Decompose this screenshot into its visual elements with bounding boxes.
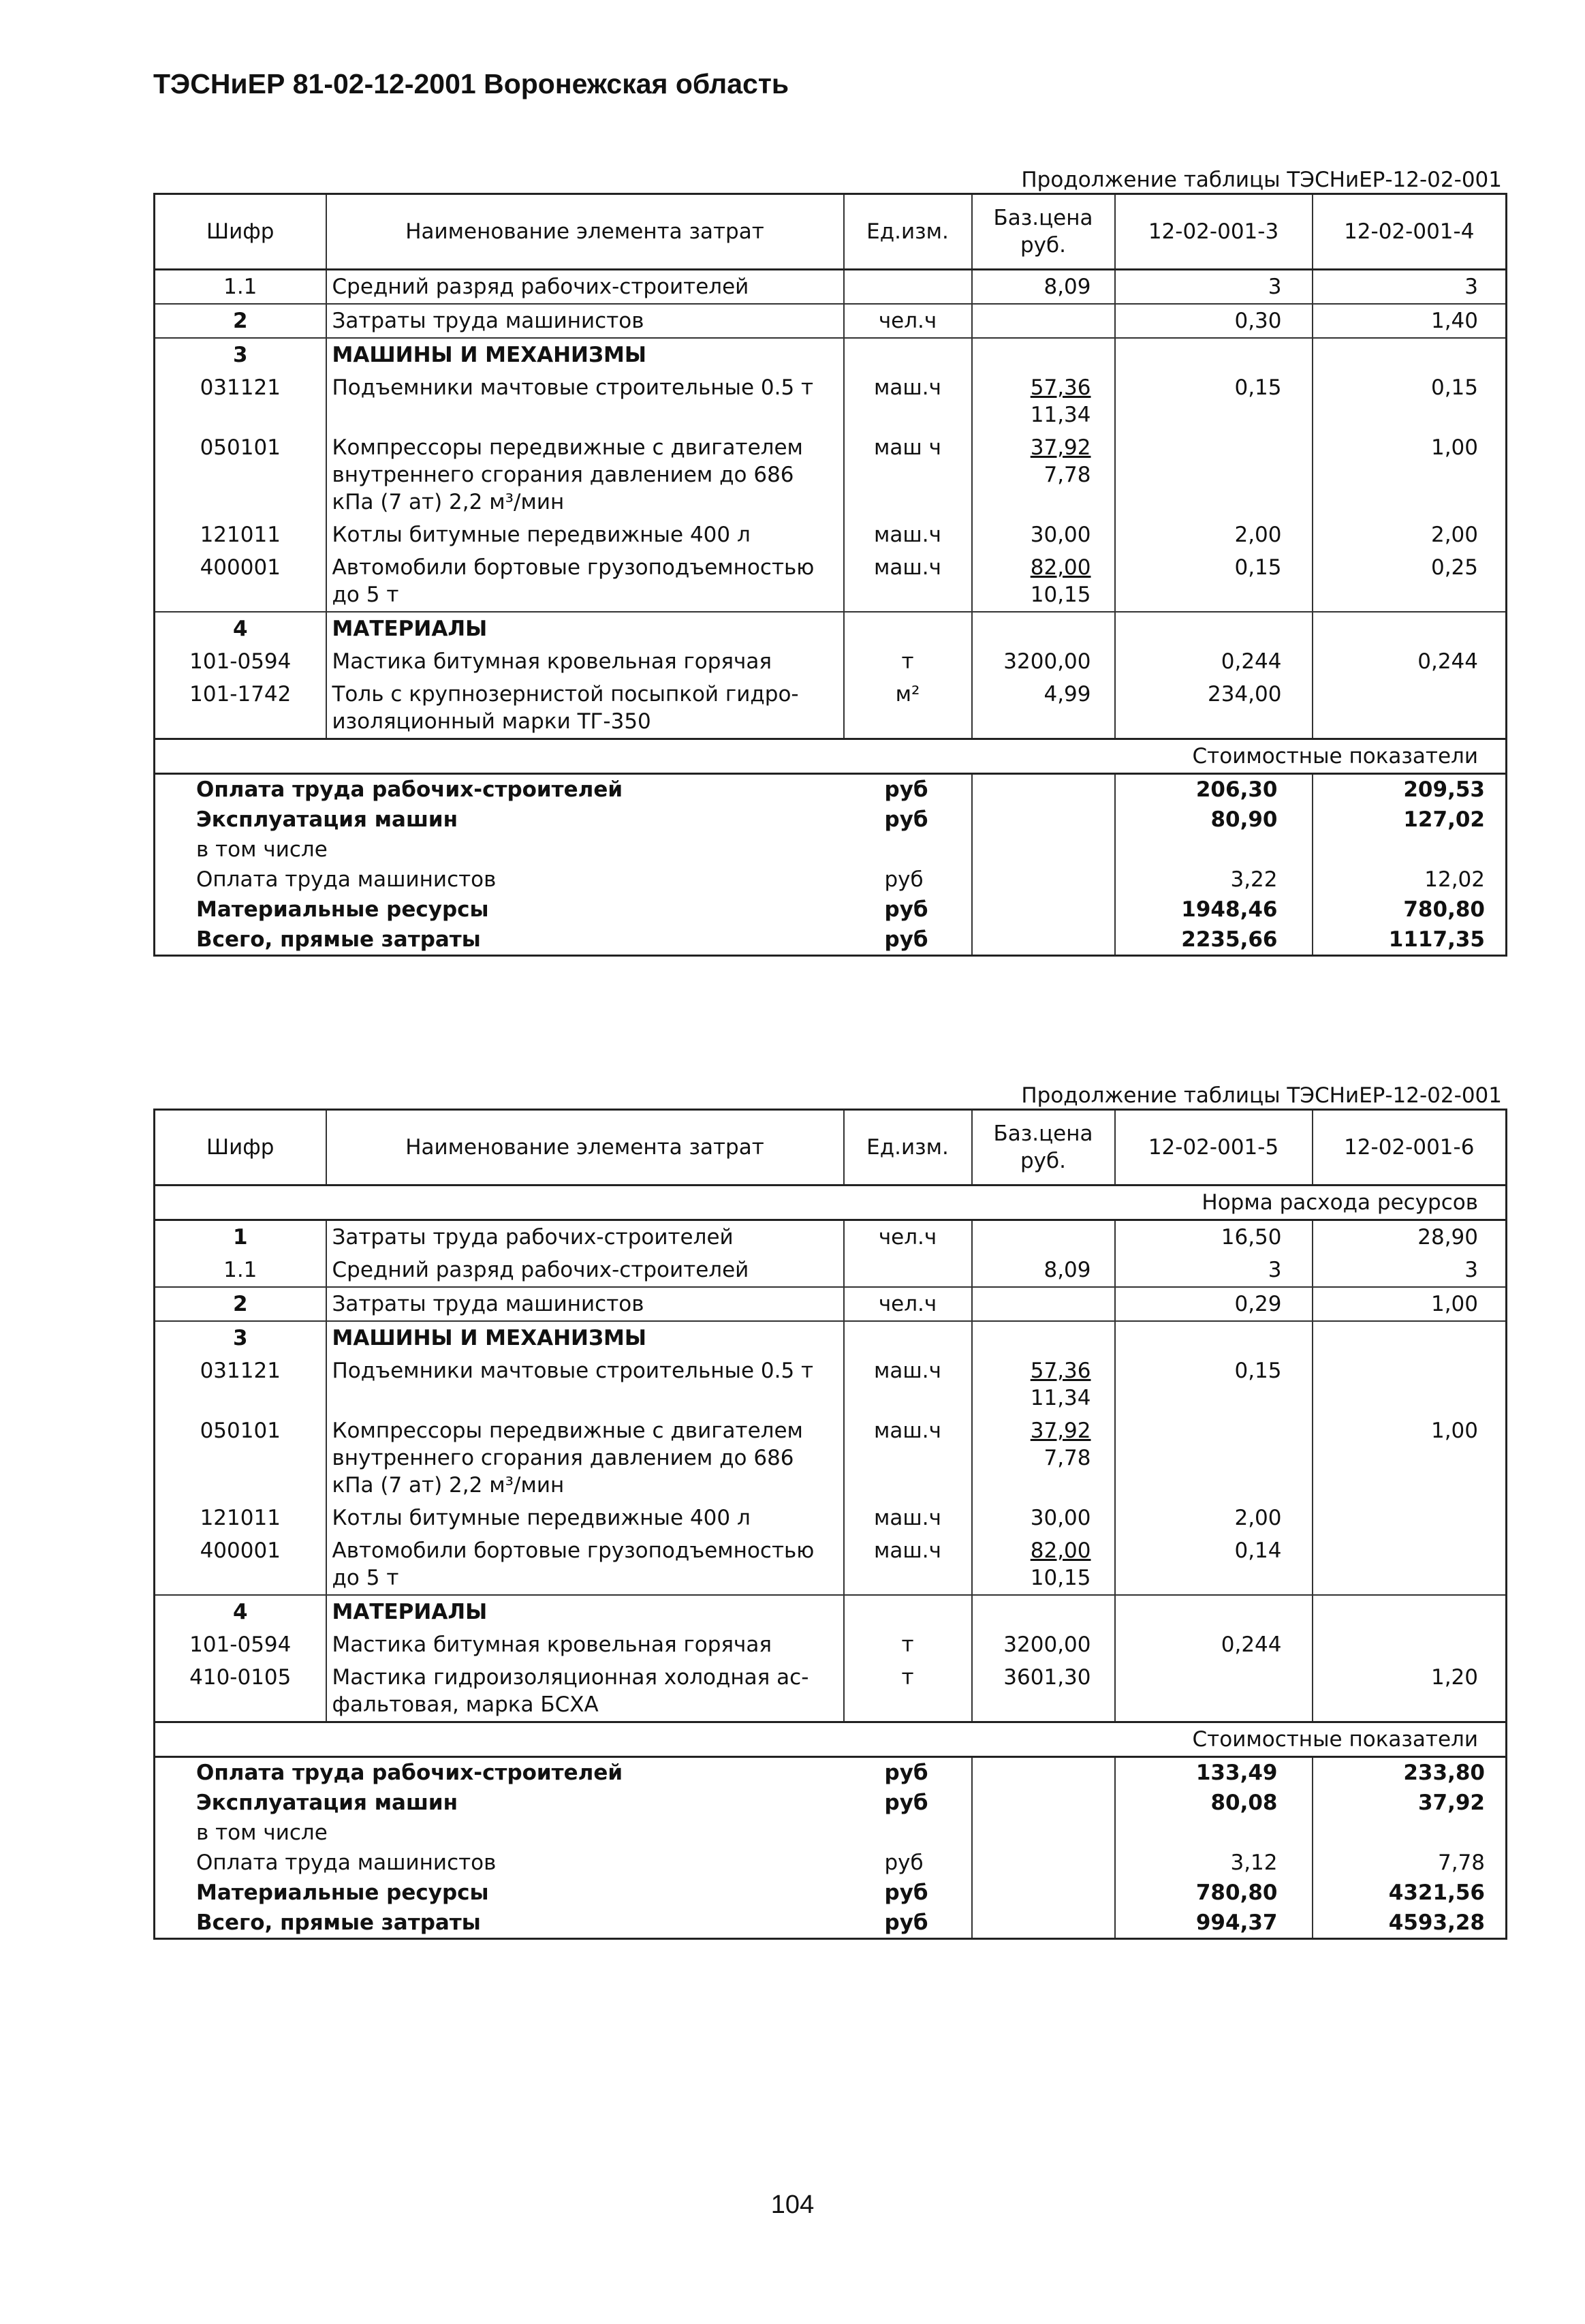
base-price-wage: 7,78 (1043, 1446, 1091, 1470)
summary-base (972, 1757, 1115, 1788)
base-price-wage: 11,34 (1030, 1386, 1091, 1410)
summary-value-col1: 80,08 (1115, 1788, 1313, 1818)
summary-base (972, 1878, 1115, 1908)
summary-value-col1: 3,22 (1115, 865, 1313, 895)
row-value-col2: 0,25 (1430, 555, 1478, 580)
row-name: Котлы битумные передвижные 400 л (326, 1502, 844, 1534)
summary-label: Эксплуатация машин (196, 1791, 458, 1815)
table-row (155, 1287, 1507, 1321)
row-unit: маш.ч (844, 371, 972, 431)
row-code: 1 (155, 1220, 326, 1254)
summary-row (155, 805, 1507, 835)
row-code: 101-0594 (155, 1628, 326, 1661)
base-price-value: 82,00 (1030, 555, 1091, 580)
row-name: Средний разряд рабочих-строителей (326, 1254, 844, 1287)
summary-unit: руб (844, 805, 972, 835)
table-row (155, 612, 1507, 645)
row-name: Компрессоры передвижные с двигателем внутреннего сгорания давлением до 686 кПа (7 ат) 2,2 м³/мин (326, 1414, 844, 1502)
summary-value-col1: 206,30 (1115, 774, 1313, 805)
row-unit: м² (844, 678, 972, 739)
row-value-col2 (1313, 338, 1507, 371)
row-unit: маш.ч (844, 1354, 972, 1414)
row-value-col1: 3 (1115, 270, 1313, 305)
row-base-price (972, 304, 1115, 338)
row-code: 2 (155, 1287, 326, 1321)
row-base-price (972, 1220, 1115, 1254)
row-code: 101-1742 (155, 678, 326, 739)
row-value-col1 (1115, 612, 1313, 645)
row-name: Подъемники мачтовые строительные 0.5 т (326, 1354, 844, 1414)
row-value-col1: 0,15 (1115, 551, 1313, 612)
row-name: Средний разряд рабочих-строителей (326, 270, 844, 305)
summary-label: Оплата труда машинистов (196, 1850, 497, 1875)
row-unit: маш.ч (844, 1414, 972, 1502)
header-unit: Ед.изм. (844, 194, 972, 270)
summary-row (155, 1757, 1507, 1788)
summary-label: в том числе (196, 1821, 328, 1845)
summary-value-col1: 80,90 (1115, 805, 1313, 835)
row-base-price (972, 678, 1115, 739)
summary-value-col2: 233,80 (1403, 1761, 1485, 1785)
summary-base (972, 835, 1115, 865)
row-name: Автомобили бортовые грузоподъемностью до 5 т (326, 1534, 844, 1595)
row-base-price (972, 270, 1115, 305)
base-price-value: 57,36 (1030, 1359, 1091, 1383)
row-value-col2: 0,244 (1417, 649, 1478, 674)
base-price-value: 82,00 (1030, 1538, 1091, 1563)
row-unit (844, 270, 972, 305)
summary-row (155, 895, 1507, 925)
row-name: МАШИНЫ И МЕХАНИЗМЫ (326, 1321, 844, 1354)
summary-value-col2: 127,02 (1403, 807, 1485, 832)
table-header-row (155, 1110, 1507, 1186)
row-value-col1: 0,244 (1115, 645, 1313, 678)
table-row (155, 1628, 1507, 1661)
summary-row (155, 1788, 1507, 1818)
row-unit (844, 338, 972, 371)
cost-band-label: Стоимостные показатели (155, 739, 1507, 774)
row-name: МАШИНЫ И МЕХАНИЗМЫ (326, 338, 844, 371)
row-value-col2 (1313, 612, 1507, 645)
summary-value-col1: 994,37 (1115, 1908, 1313, 1939)
norm-band-row (155, 1186, 1507, 1220)
summary-row (155, 1818, 1507, 1848)
summary-value-col1: 133,49 (1115, 1757, 1313, 1788)
summary-row (155, 1878, 1507, 1908)
summary-value-col1 (1115, 835, 1313, 865)
summary-unit: руб (844, 865, 972, 895)
summary-unit: руб (844, 1848, 972, 1878)
row-base-price (972, 645, 1115, 678)
row-unit: маш.ч (844, 1502, 972, 1534)
summary-unit: руб (844, 774, 972, 805)
row-code: 121011 (155, 518, 326, 551)
summary-value-col1: 780,80 (1115, 1878, 1313, 1908)
row-value-col2: 2,00 (1430, 523, 1478, 547)
row-value-col2 (1313, 1534, 1507, 1595)
summary-value-col2: 209,53 (1403, 777, 1485, 802)
row-base-price (972, 518, 1115, 551)
row-code: 1.1 (155, 270, 326, 305)
base-price-value: 3601,30 (1003, 1665, 1091, 1690)
row-value-col2: 1,40 (1313, 304, 1507, 338)
summary-value-col2: 7,78 (1437, 1850, 1485, 1875)
summary-base (972, 925, 1115, 956)
row-code: 4 (155, 1595, 326, 1628)
row-base-price (972, 1321, 1115, 1354)
summary-base (972, 895, 1115, 925)
base-price-value: 30,00 (1030, 523, 1091, 547)
table-row (155, 1661, 1507, 1722)
summary-base (972, 774, 1115, 805)
summary-base (972, 1788, 1115, 1818)
summary-unit: руб (844, 1878, 972, 1908)
summary-base (972, 1818, 1115, 1848)
summary-value-col2: 4321,56 (1388, 1880, 1485, 1905)
summary-row (155, 835, 1507, 865)
row-value-col2 (1313, 1321, 1507, 1354)
base-price-value: 8,09 (1043, 275, 1091, 299)
table-row (155, 371, 1507, 431)
row-code: 3 (155, 338, 326, 371)
row-value-col1 (1115, 1595, 1313, 1628)
row-base-price (972, 1595, 1115, 1628)
summary-unit: руб (844, 925, 972, 956)
row-value-col2: 3 (1464, 275, 1478, 299)
row-unit: чел.ч (844, 1287, 972, 1321)
row-unit (844, 612, 972, 645)
table-row (155, 678, 1507, 739)
summary-value-col1 (1115, 1818, 1313, 1848)
row-name: Толь с крупнозернистой посыпкой гидро-изоляционный марки ТГ-350 (326, 678, 844, 739)
row-base-price (972, 1254, 1115, 1287)
summary-label: Всего, прямые затраты (196, 1910, 481, 1935)
row-value-col2 (1313, 1595, 1507, 1628)
base-price-wage: 10,15 (1030, 583, 1091, 607)
row-value-col1: 3 (1115, 1254, 1313, 1287)
summary-value-col2 (1313, 835, 1507, 865)
summary-value-col2 (1313, 1818, 1507, 1848)
row-code: 400001 (155, 551, 326, 612)
summary-label: Оплата труда машинистов (196, 867, 497, 892)
summary-label: Материальные ресурсы (196, 897, 489, 922)
row-unit: маш.ч (844, 1534, 972, 1595)
row-code: 121011 (155, 1502, 326, 1534)
table-caption: Продолжение таблицы ТЭСНиЕР-12-02-001 (1021, 1083, 1502, 1108)
base-price-wage: 7,78 (1043, 463, 1091, 487)
row-value-col2 (1313, 1628, 1507, 1661)
row-code: 031121 (155, 371, 326, 431)
summary-unit (844, 835, 972, 865)
norm-band-label: Норма расхода ресурсов (155, 1186, 1507, 1220)
row-code: 4 (155, 612, 326, 645)
table-row (155, 1354, 1507, 1414)
base-price-value: 3200,00 (1003, 1632, 1091, 1657)
table-row (155, 338, 1507, 371)
document-header: ТЭСНиЕР 81-02-12-2001 Воронежская область (153, 68, 789, 99)
base-price-value: 57,36 (1030, 375, 1091, 400)
summary-value-col2: 1117,35 (1388, 927, 1485, 952)
summary-label: Оплата труда рабочих-строителей (196, 777, 623, 802)
row-value-col1: 0,15 (1115, 371, 1313, 431)
row-value-col2: 0,15 (1430, 375, 1478, 400)
row-unit: т (844, 1661, 972, 1722)
table-row (155, 270, 1507, 305)
base-price-value: 4,99 (1043, 682, 1091, 707)
row-unit: маш ч (844, 431, 972, 518)
cost-band-row (155, 1722, 1507, 1757)
row-name: МАТЕРИАЛЫ (326, 1595, 844, 1628)
row-base-price (972, 371, 1115, 431)
row-value-col2 (1313, 1354, 1507, 1414)
summary-unit: руб (844, 1788, 972, 1818)
row-base-price (972, 1534, 1115, 1595)
summary-label: в том числе (196, 837, 328, 862)
header-unit: Ед.изм. (844, 1110, 972, 1186)
summary-value-col1: 2235,66 (1115, 925, 1313, 956)
row-value-col1: 0,14 (1115, 1534, 1313, 1595)
base-price-wage: 11,34 (1030, 403, 1091, 427)
row-value-col2: 1,00 (1430, 435, 1478, 460)
row-base-price (972, 1354, 1115, 1414)
row-value-col1: 2,00 (1115, 518, 1313, 551)
row-base-price (972, 338, 1115, 371)
table-row (155, 1414, 1507, 1502)
row-code: 3 (155, 1321, 326, 1354)
base-price-value: 8,09 (1043, 1258, 1091, 1282)
summary-value-col2: 12,02 (1424, 867, 1485, 892)
summary-base (972, 1848, 1115, 1878)
summary-row (155, 1848, 1507, 1878)
row-name: Автомобили бортовые грузоподъемностью до 5 т (326, 551, 844, 612)
row-base-price (972, 1287, 1115, 1321)
row-value-col1 (1115, 1661, 1313, 1722)
row-unit: чел.ч (844, 304, 972, 338)
row-value-col1 (1115, 338, 1313, 371)
row-name: МАТЕРИАЛЫ (326, 612, 844, 645)
header-col2: 12-02-001-4 (1313, 194, 1507, 270)
header-col1: 12-02-001-5 (1115, 1110, 1313, 1186)
row-name: Компрессоры передвижные с двигателем внутреннего сгорания давлением до 686 кПа (7 ат) 2,2 м³/мин (326, 431, 844, 518)
row-name: Затраты труда машинистов (326, 1287, 844, 1321)
row-unit: чел.ч (844, 1220, 972, 1254)
row-value-col1: 0,15 (1115, 1354, 1313, 1414)
header-name: Наименование элемента затрат (326, 194, 844, 270)
row-value-col2 (1313, 678, 1507, 739)
row-value-col2 (1313, 1502, 1507, 1534)
table-row (155, 1534, 1507, 1595)
row-value-col2: 1,00 (1430, 1419, 1478, 1443)
row-code: 031121 (155, 1354, 326, 1414)
row-name: Затраты труда машинистов (326, 304, 844, 338)
summary-label: Материальные ресурсы (196, 1880, 489, 1905)
row-base-price (972, 612, 1115, 645)
row-code: 400001 (155, 1534, 326, 1595)
row-value-col1: 234,00 (1115, 678, 1313, 739)
table-header-row (155, 194, 1507, 270)
base-price-value: 37,92 (1030, 1419, 1091, 1443)
row-value-col1 (1115, 431, 1313, 518)
row-code: 050101 (155, 431, 326, 518)
row-value-col1: 0,244 (1115, 1628, 1313, 1661)
table-row (155, 645, 1507, 678)
header-cipher: Шифр (155, 194, 326, 270)
header-cipher: Шифр (155, 1110, 326, 1186)
summary-value-col2: 37,92 (1417, 1791, 1485, 1815)
summary-label: Всего, прямые затраты (196, 927, 481, 952)
row-name: Котлы битумные передвижные 400 л (326, 518, 844, 551)
resource-table (153, 193, 1507, 957)
summary-value-col1: 3,12 (1115, 1848, 1313, 1878)
summary-unit: руб (844, 895, 972, 925)
summary-label: Оплата труда рабочих-строителей (196, 1761, 623, 1785)
row-base-price (972, 1661, 1115, 1722)
summary-row (155, 774, 1507, 805)
page-number: 104 (770, 2190, 815, 2219)
table-row (155, 1220, 1507, 1254)
row-base-price (972, 1414, 1115, 1502)
row-name: Мастика битумная кровельная горячая (326, 1628, 844, 1661)
row-unit: маш.ч (844, 551, 972, 612)
table-row (155, 304, 1507, 338)
row-value-col2: 28,90 (1417, 1225, 1478, 1250)
base-price-wage: 10,15 (1030, 1566, 1091, 1590)
resource-table (153, 1109, 1507, 1940)
cost-band-label: Стоимостные показатели (155, 1722, 1507, 1757)
cost-band-row (155, 739, 1507, 774)
row-value-col2: 3 (1464, 1258, 1478, 1282)
summary-unit: руб (844, 1757, 972, 1788)
summary-row (155, 1908, 1507, 1939)
table-body (155, 1186, 1507, 1939)
row-base-price (972, 551, 1115, 612)
header-col2: 12-02-001-6 (1313, 1110, 1507, 1186)
summary-base (972, 1908, 1115, 1939)
base-price-value: 30,00 (1030, 1506, 1091, 1530)
summary-label: Эксплуатация машин (196, 807, 458, 832)
row-unit: маш.ч (844, 518, 972, 551)
table-row (155, 1254, 1507, 1287)
table-row (155, 1502, 1507, 1534)
row-code: 1.1 (155, 1254, 326, 1287)
row-unit (844, 1321, 972, 1354)
table-row (155, 431, 1507, 518)
summary-row (155, 925, 1507, 956)
row-base-price (972, 431, 1115, 518)
row-name: Мастика битумная кровельная горячая (326, 645, 844, 678)
row-unit (844, 1254, 972, 1287)
summary-value-col1: 1948,46 (1115, 895, 1313, 925)
row-value-col2: 1,00 (1313, 1287, 1507, 1321)
row-value-col2: 1,20 (1430, 1665, 1478, 1690)
row-name: Подъемники мачтовые строительные 0.5 т (326, 371, 844, 431)
table-row (155, 551, 1507, 612)
row-code: 050101 (155, 1414, 326, 1502)
header-name: Наименование элемента затрат (326, 1110, 844, 1186)
row-value-col1 (1115, 1321, 1313, 1354)
row-value-col1: 0,30 (1115, 304, 1313, 338)
row-code: 101-0594 (155, 645, 326, 678)
summary-value-col2: 780,80 (1403, 897, 1485, 922)
summary-value-col2: 4593,28 (1388, 1910, 1485, 1935)
table-row (155, 1321, 1507, 1354)
summary-row (155, 865, 1507, 895)
table-caption: Продолжение таблицы ТЭСНиЕР-12-02-001 (1021, 168, 1502, 192)
summary-base (972, 805, 1115, 835)
row-value-col1 (1115, 1414, 1313, 1502)
row-value-col1: 2,00 (1115, 1502, 1313, 1534)
row-code: 410-0105 (155, 1661, 326, 1722)
row-base-price (972, 1502, 1115, 1534)
table-row (155, 1595, 1507, 1628)
base-price-value: 3200,00 (1003, 649, 1091, 674)
row-code: 2 (155, 304, 326, 338)
summary-base (972, 865, 1115, 895)
header-base-price: Баз.цена руб. (972, 194, 1115, 270)
table-body (155, 270, 1507, 956)
row-base-price (972, 1628, 1115, 1661)
row-unit: т (844, 645, 972, 678)
row-value-col1: 0,29 (1115, 1287, 1313, 1321)
row-name: Мастика гидроизоляционная холодная ас-фальтовая, марка БСХА (326, 1661, 844, 1722)
base-price-value: 37,92 (1030, 435, 1091, 460)
row-unit (844, 1595, 972, 1628)
table-row (155, 518, 1507, 551)
summary-unit: руб (844, 1908, 972, 1939)
row-unit: т (844, 1628, 972, 1661)
row-value-col1: 16,50 (1115, 1220, 1313, 1254)
header-base-price: Баз.цена руб. (972, 1110, 1115, 1186)
header-col1: 12-02-001-3 (1115, 194, 1313, 270)
summary-unit (844, 1818, 972, 1848)
row-name: Затраты труда рабочих-строителей (326, 1220, 844, 1254)
